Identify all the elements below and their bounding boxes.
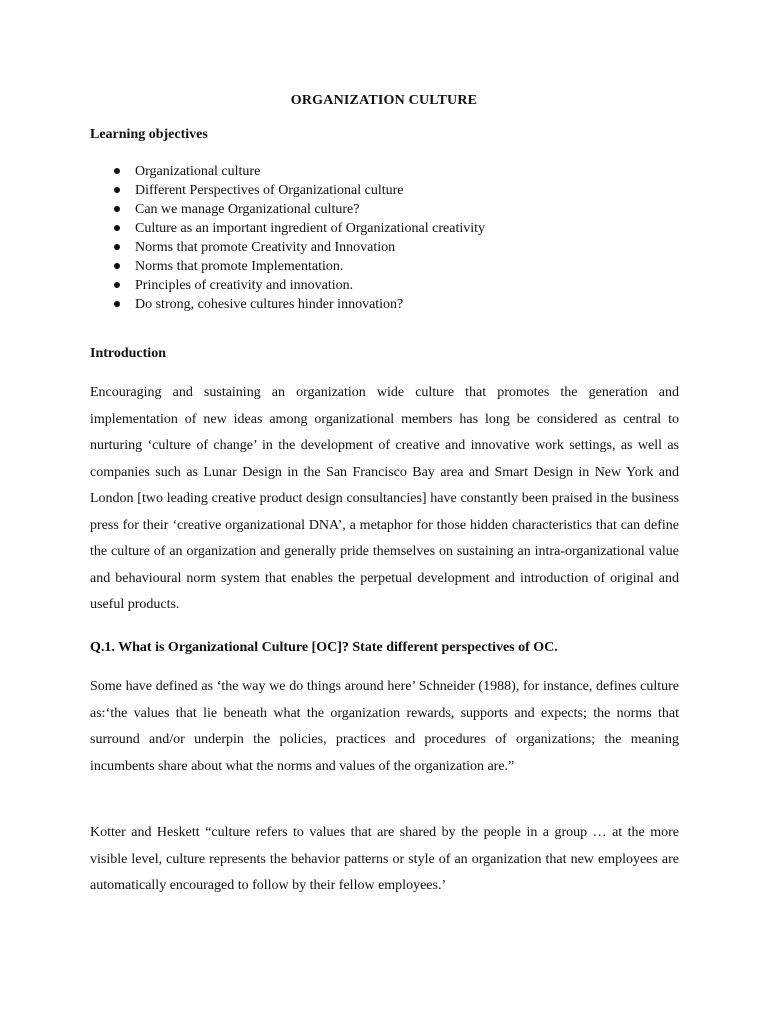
question-heading: Q.1. What is Organizational Culture [OC]? State different perspectives of OC. [90, 640, 558, 655]
list-item [90, 238, 690, 257]
document-title: ORGANIZATION CULTURE [290, 93, 478, 108]
bullet-icon [114, 282, 120, 288]
answer-paragraph-1: Some have defined as ‘the way we do things around here’ Schneider (1988), for instance, defines culture as:‘the values that lie beneath what the organization rewards, supports and expects; the norms that surround and/or underpin the policies, practices and procedures of organizations; the meaning incumbents share about what the norms and values of the organization are.” [90, 679, 679, 774]
bullet-icon [114, 225, 120, 231]
list-item [90, 162, 690, 181]
objective-text: Norms that promote Implementation. [135, 259, 344, 274]
objective-text: Can we manage Organizational culture? [135, 202, 360, 217]
list-item [90, 200, 690, 219]
bullet-icon [114, 187, 120, 193]
bullet-icon [114, 206, 120, 212]
introduction-heading: Introduction [90, 346, 166, 361]
bullet-icon [114, 244, 120, 250]
learning-objectives-heading: Learning objectives [90, 127, 208, 142]
objectives-list [90, 162, 690, 314]
list-item [90, 276, 690, 295]
objective-text: Organizational culture [135, 164, 261, 179]
answer-paragraph-2: Kotter and Heskett “culture refers to values that are shared by the people in a group … at the more visible level, culture represents the behavior patterns or style of an organization that new employees are automatically encouraged to follow by their fellow employees.’ [90, 825, 679, 893]
objective-text: Different Perspectives of Organizational culture [135, 183, 404, 198]
objective-text: Culture as an important ingredient of Organizational creativity [135, 221, 486, 236]
objective-text: Norms that promote Creativity and Innovation [135, 240, 396, 255]
objective-text: Do strong, cohesive cultures hinder innovation? [135, 297, 404, 312]
list-item [90, 181, 690, 200]
list-item [90, 257, 690, 276]
list-item [90, 295, 690, 314]
bullet-icon [114, 263, 120, 269]
bullet-icon [114, 301, 120, 307]
list-item [90, 219, 690, 238]
introduction-paragraph: Encouraging and sustaining an organization wide culture that promotes the generation and implementation of new ideas among organizational members has long be considered as central to nurturing ‘culture of change’ in the development of creative and innovative work settings, as well as companies such as Lunar Design in the San Francisco Bay area and Smart Design in New York and London [two leading creative product design consultancies] have constantly been praised in the business press for their ‘creative organizational DNA’, a metaphor for those hidden characteristics that can define the culture of an organization and generally pride themselves on sustaining an intra-organizational value and behavioural norm system that enables the perpetual development and introduction of original and useful products. [90, 385, 679, 612]
objective-text: Principles of creativity and innovation. [135, 278, 354, 293]
bullet-icon [114, 168, 120, 174]
